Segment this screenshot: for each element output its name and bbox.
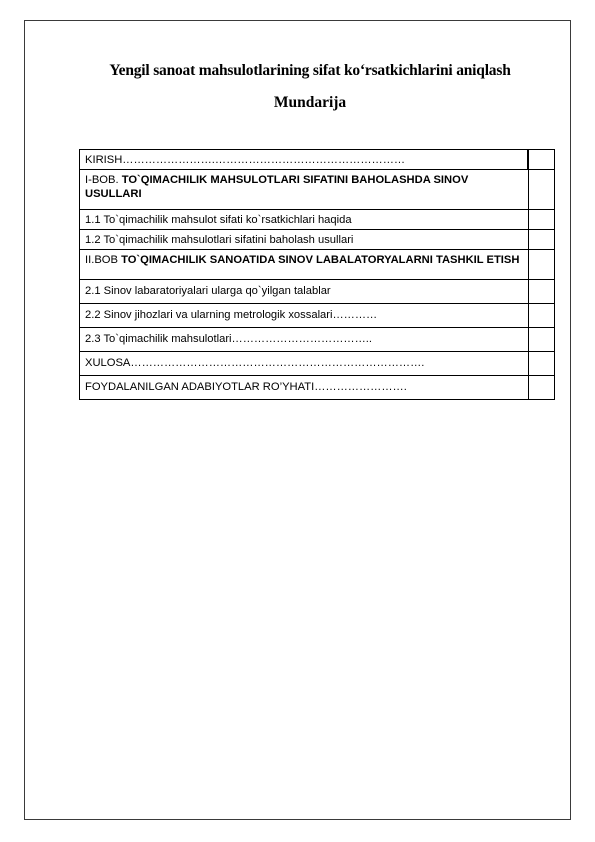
toc-page-cell <box>529 230 554 249</box>
toc-row-references <box>79 376 555 400</box>
toc-page-cell <box>529 210 554 229</box>
toc-page-cell <box>529 280 554 303</box>
toc-page-cell <box>529 304 554 327</box>
document-title: Yengil sanoat mahsulotlarining sifat ko‘rsatkichlarini aniqlash <box>109 62 511 79</box>
toc-page-cell <box>529 352 554 375</box>
toc-entry: 2.2 Sinov jihozlari va ularning metrologik xossalari………… <box>80 304 529 327</box>
toc-page-cell <box>529 376 554 399</box>
toc-entry: KIRISH…………………….…………………………………………… <box>80 150 528 169</box>
chapter-prefix: I-BOB. <box>85 174 122 186</box>
page-border <box>24 20 571 820</box>
toc-row-2-1 <box>79 280 555 304</box>
toc-entry: XULOSA……………………………………………………………………. <box>80 352 529 375</box>
toc-page-cell <box>529 328 554 351</box>
chapter-title: TO`QIMACHILIK SANOATIDA SINOV LABALATORYALARNI TASHKIL ETISH <box>121 254 520 266</box>
chapter-title: TO`QIMACHILIK MAHSULOTLARI SIFATINI BAHOLASHDA SINOV USULLARI <box>85 174 469 200</box>
toc-row-1-2 <box>79 230 555 250</box>
toc-row-intro <box>79 149 555 170</box>
toc-page-cell <box>529 250 554 279</box>
table-of-contents <box>79 149 555 400</box>
toc-entry: 1.1 To`qimachilik mahsulot sifati ko`rsatkichlari haqida <box>80 210 529 229</box>
toc-entry <box>80 170 529 209</box>
toc-entry: 1.2 To`qimachilik mahsulotlari sifatini baholash usullari <box>80 230 529 249</box>
toc-page-cell <box>529 170 554 209</box>
toc-entry: FOYDALANILGAN ADABIYOTLAR RO’YHATI……………………. <box>80 376 529 399</box>
toc-row-2-2 <box>79 304 555 328</box>
toc-row-1-1 <box>79 210 555 230</box>
toc-entry: 2.3 To`qimachilik mahsulotlari……………………………….. <box>80 328 529 351</box>
toc-row-conclusion <box>79 352 555 376</box>
chapter-prefix: II.BOB <box>85 254 122 266</box>
toc-row-2-3 <box>79 328 555 352</box>
toc-row-chapter-2 <box>79 250 555 280</box>
toc-entry <box>80 250 529 279</box>
toc-page-cell <box>528 150 554 169</box>
toc-row-chapter-1 <box>79 170 555 210</box>
toc-entry: 2.1 Sinov labaratoriyalari ularga qo`yilgan talablar <box>80 280 529 303</box>
contents-heading: Mundarija <box>273 94 347 111</box>
